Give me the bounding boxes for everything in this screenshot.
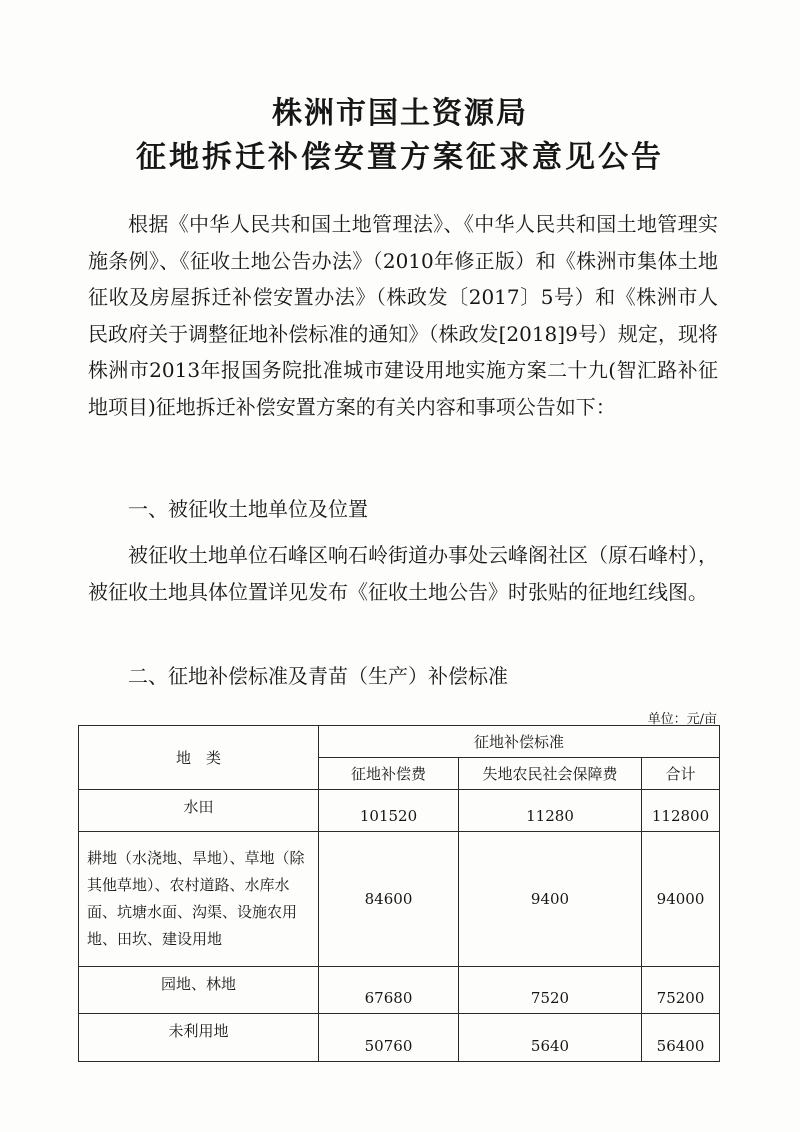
cell-landtype: 未利用地 [79, 1014, 319, 1062]
page-title-line2: 征地拆迁补偿安置方案征求意见公告 [136, 140, 664, 175]
table-row [79, 1014, 720, 1062]
section1-body: 被征收土地单位石峰区响石岭街道办事处云峰阁社区（原石峰村），被征收土地具体位置详见发布《征收土地公告》时张贴的征地红线图。 [88, 543, 718, 604]
cell-landtype: 耕地（水浇地、旱地）、草地（除其他草地）、农村道路、水库水面、坑塘水面、沟渠、设施农用地、田坎、建设用地 [79, 832, 319, 967]
unit-label: 单位：元/亩 [647, 712, 717, 727]
cell-total: 112800 [642, 790, 720, 832]
header-total: 合计 [642, 758, 720, 790]
cell-total: 94000 [642, 832, 720, 967]
header-compensation-standard: 征地补偿标准 [319, 726, 720, 758]
cell-total: 75200 [642, 967, 720, 1014]
cell-social: 7520 [459, 967, 642, 1014]
cell-total: 56400 [642, 1014, 720, 1062]
cell-comp: 101520 [319, 790, 459, 832]
header-social-security-fee: 失地农民社会保障费 [459, 758, 642, 790]
table-row [79, 832, 720, 967]
table-row [79, 967, 720, 1014]
intro-paragraph: 根据《中华人民共和国土地管理法》、《中华人民共和国土地管理实施条例》、《征收土地公告办法》（2010年修正版）和《株洲市集体土地征收及房屋拆迁补偿安置办法》（株政发〔2017〕5号）和《株洲市人民政府关于调整征地补偿标准的通知》（株政发[2018]9号）规定，现将株洲市2013年报国务院批准城市建设用地实施方案二十九(智汇路补征地项目)征地拆迁补偿安置方案的有关内容和事项公告如下： [88, 212, 718, 419]
cell-social: 5640 [459, 1014, 642, 1062]
table-row [79, 790, 720, 832]
cell-landtype: 水田 [79, 790, 319, 832]
cell-comp: 84600 [319, 832, 459, 967]
section2-heading: 二、征地补偿标准及青苗（生产）补偿标准 [128, 664, 508, 688]
header-compensation-fee: 征地补偿费 [319, 758, 459, 790]
page-title-line1: 株洲市国土资源局 [272, 96, 528, 131]
cell-social: 11280 [459, 790, 642, 832]
section1-heading: 一、被征收土地单位及位置 [128, 497, 368, 521]
header-landtype: 地 类 [79, 726, 319, 790]
cell-social: 9400 [459, 832, 642, 967]
cell-landtype: 园地、林地 [79, 967, 319, 1014]
cell-comp: 67680 [319, 967, 459, 1014]
cell-comp: 50760 [319, 1014, 459, 1062]
compensation-table [78, 725, 720, 1062]
